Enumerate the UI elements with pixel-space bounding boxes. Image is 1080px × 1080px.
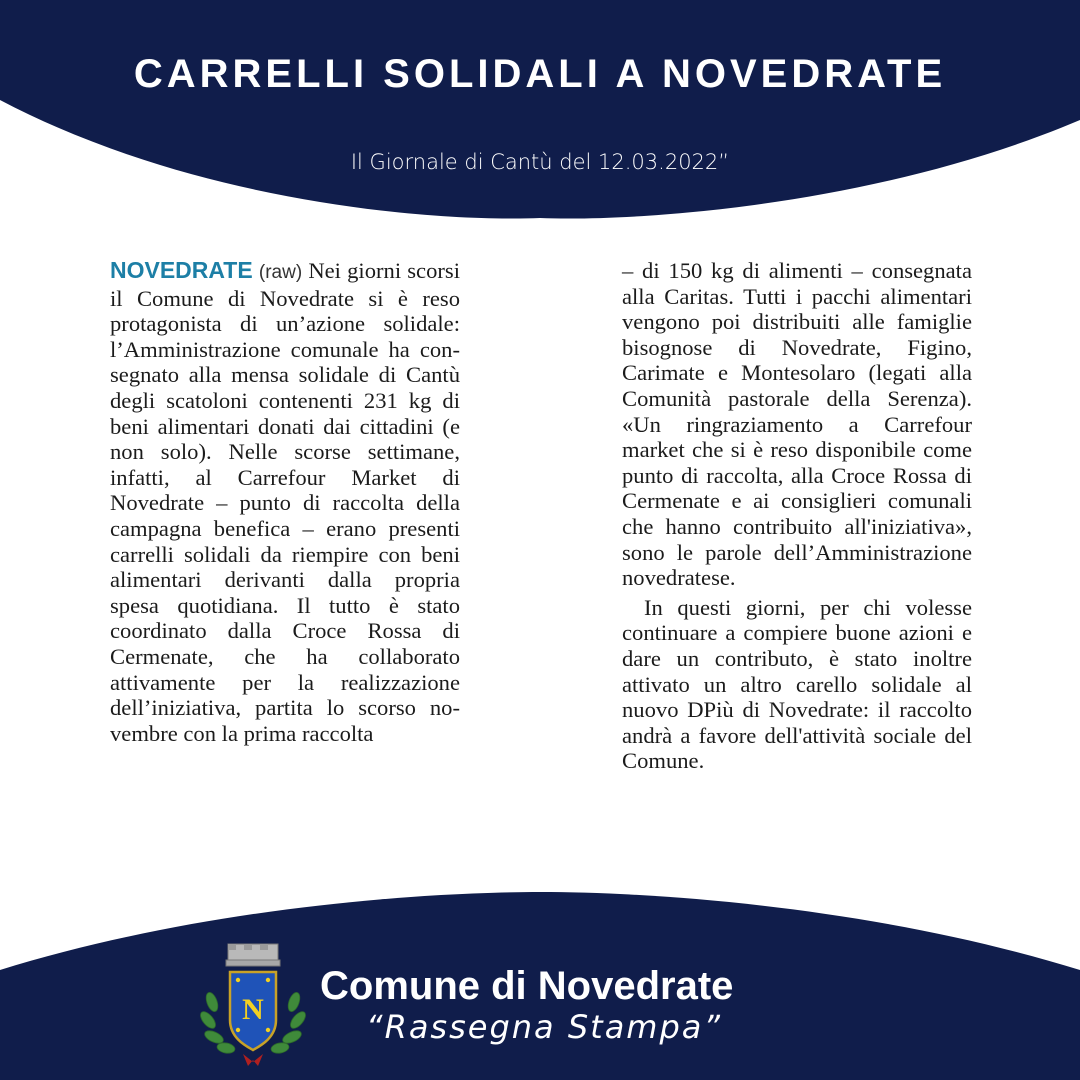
article-left-text: Nei giorni scorsi il Comune di Novedrate si è reso protagonista di un’azione solidale: l’Amministrazione comunale ha consegnato alla mensa solidale di Cantù degli scatoloni contenenti 231 kg di beni alimentari donati dai cittadini (e non solo). Nelle scorse settimane, infatti, al Carrefour Market di Novedrate – punto di raccolta della campagna benefica – erano presenti carrelli solidali da riempire con beni alimentari derivanti dalla propria spesa quotidiana. Il tutto è stato coordinato dalla Croce Rossa di Cermenate, che ha collaborato attivamente per la realizzazione dell’iniziativa, partita lo scorso novembre con la prima raccolta [110,258,460,746]
article-byline: (raw) [258,262,303,283]
article-column-right [622,258,972,774]
article-right-paragraph-2: In questi giorni, per chi volesse continuare a compiere buone azioni e dare un contributo, è stato inoltre attivato un altro carello solidale al nuovo DPiù di Novedrate: il raccolto andrà a favore dell'attività sociale del Comune. [622,594,972,774]
article-kicker: NOVEDRATE [110,258,253,283]
section-label: “Rassegna Stampa” [366,1008,722,1046]
coat-of-arms-icon [198,942,308,1067]
article-column-left [110,258,460,878]
crest-letter: N [242,993,264,1026]
article-right-paragraph-1: – di 150 kg di alimenti – consegnata alla Caritas. Tutti i pacchi alimentari vengono poi distribuiti alle famiglie bisognose di Novedrate, Figino, Carimate e Montesolaro (legati alla Comunità pastorale della Serenza). «Un ringraziamento a Carrefour market che si è reso disponibile come punto di raccolta, alla Croce Rossa di Cermenate e ai consiglieri comunali che hanno contribuito all'iniziativa», sono le parole dell’Amministrazione novedratese. [622,258,972,591]
page-title: CARRELLI SOLIDALI A NOVEDRATE [133,52,947,96]
organization-name: Comune di Novedrate [320,964,734,1008]
header-banner [0,0,1080,220]
source-citation: Il Giornale di Cantù del 12.03.2022” [350,150,730,174]
column-cutoff [110,868,470,882]
